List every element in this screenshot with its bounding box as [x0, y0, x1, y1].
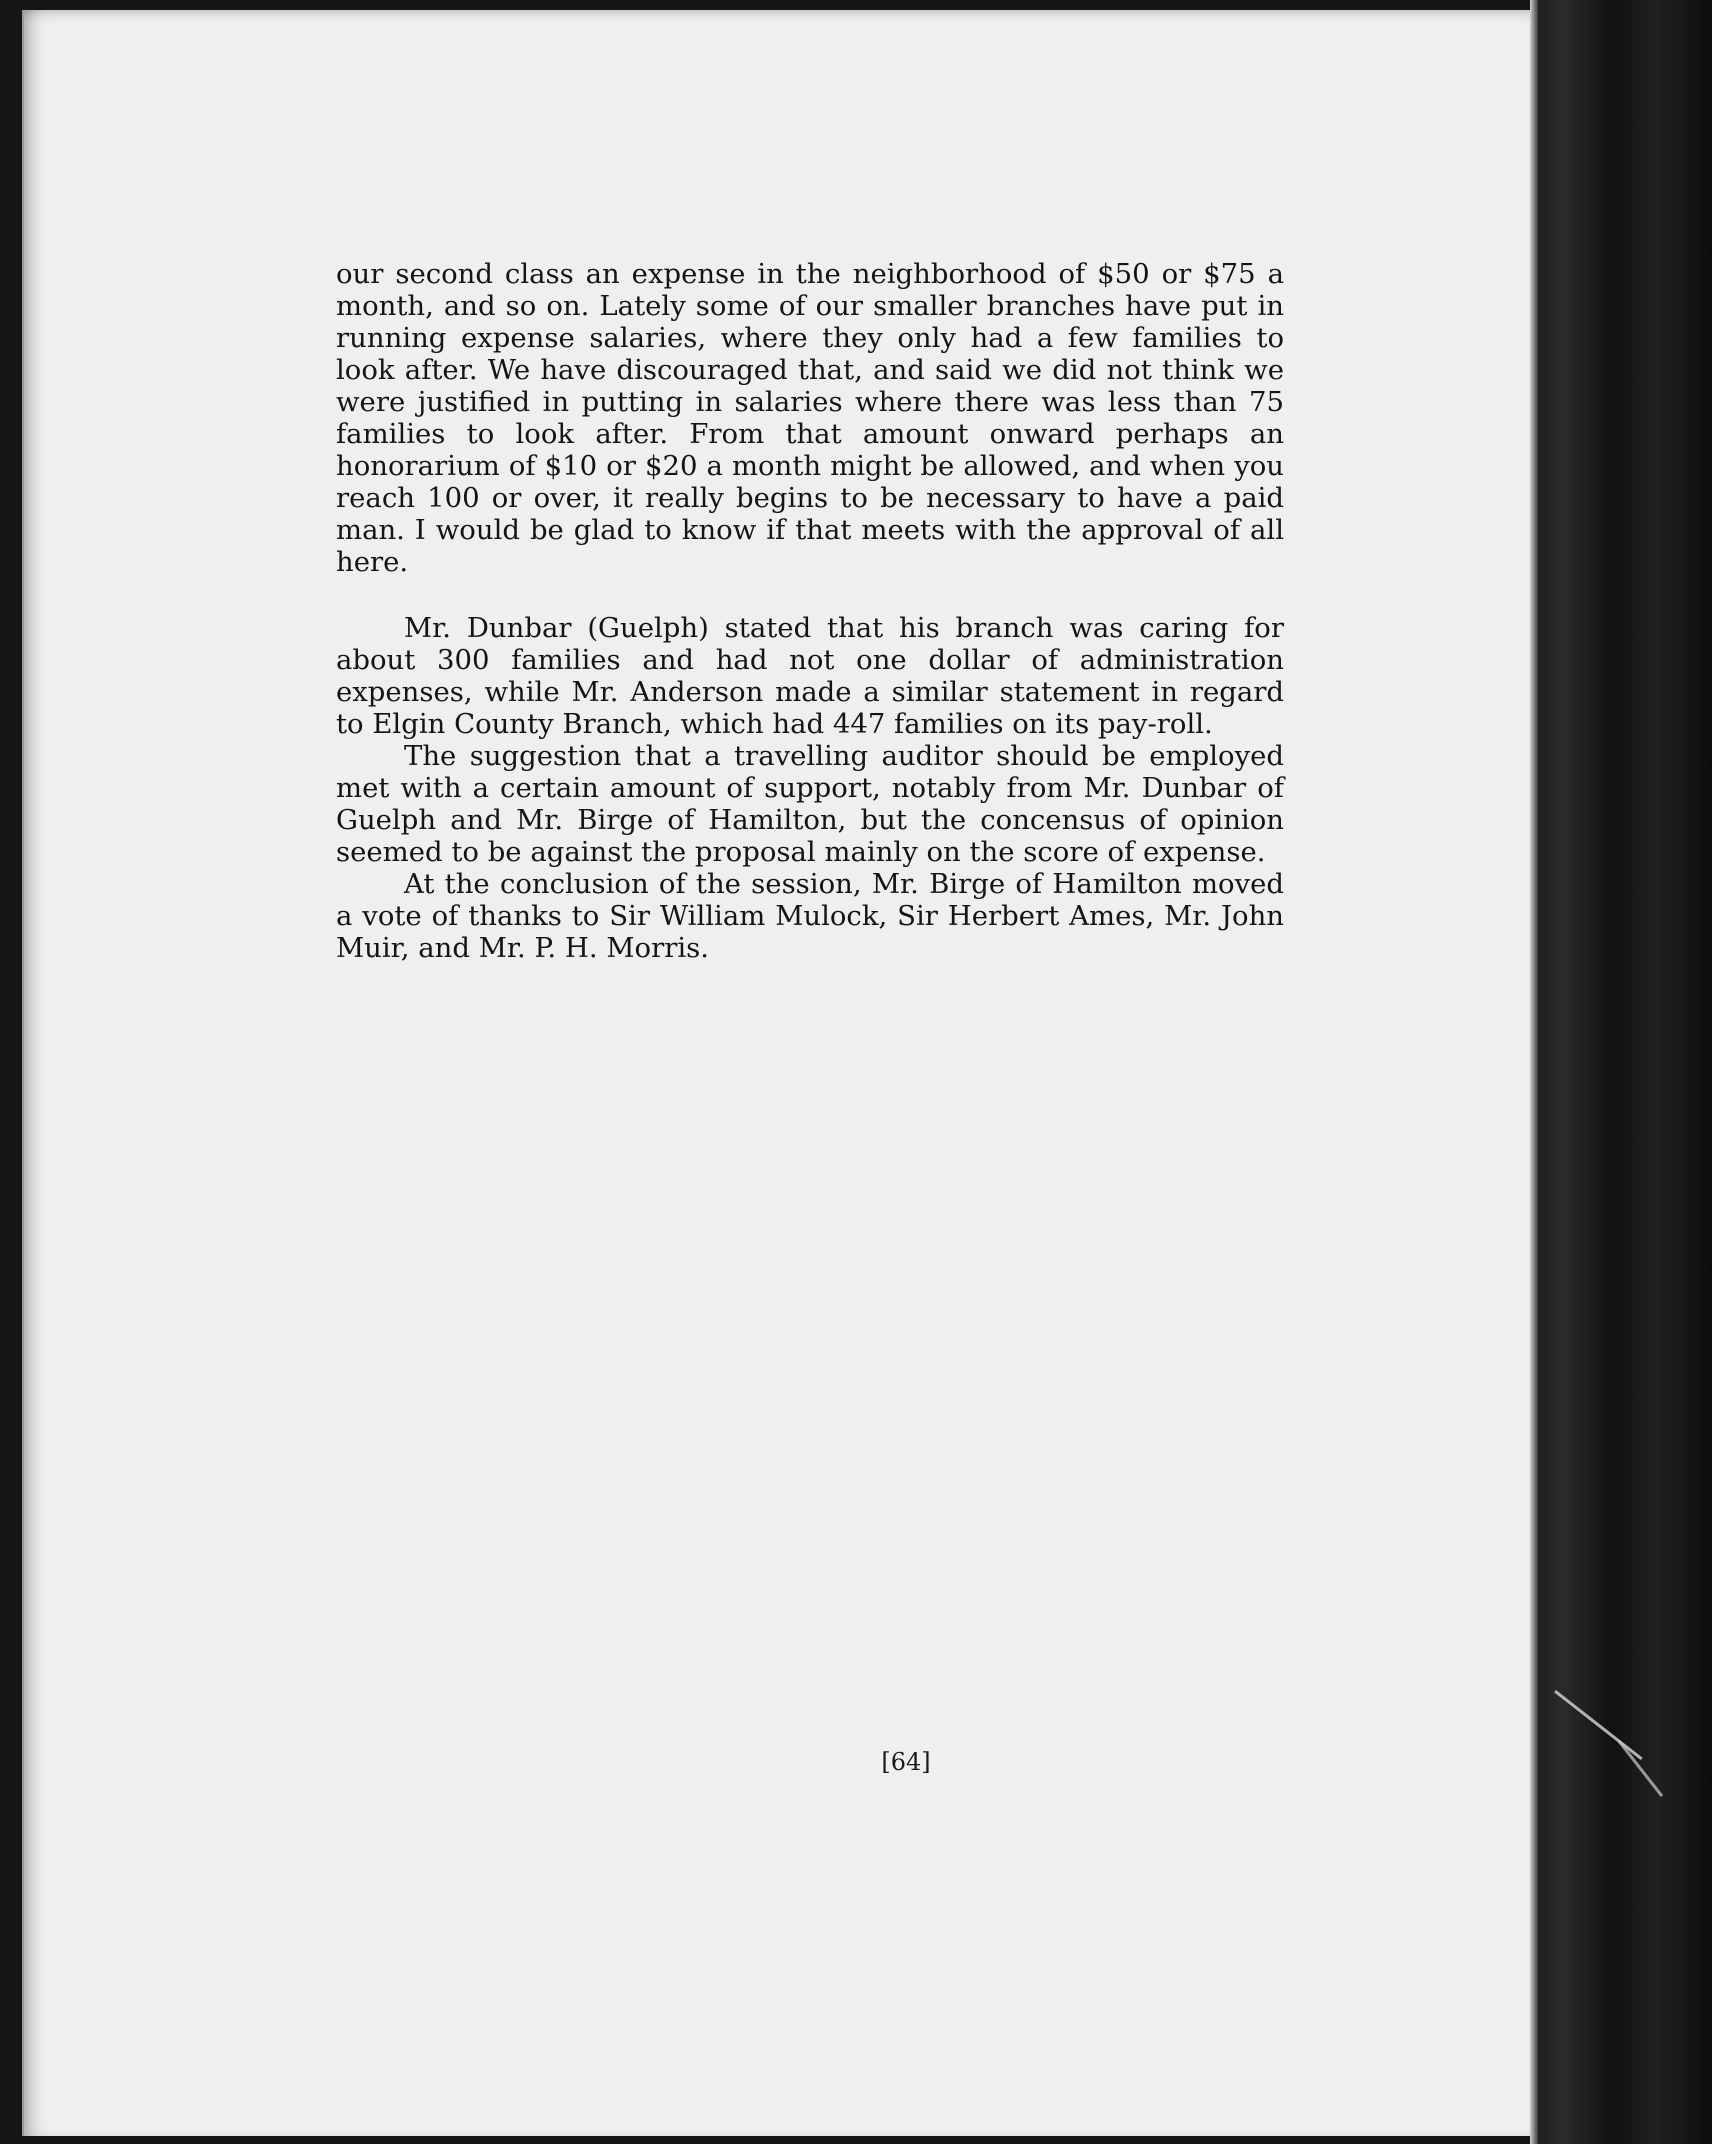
body-text	[336, 258, 1284, 964]
paragraph-2: Mr. Dunbar (Guelph) stated that his branch was caring for about 300 families and had not one dollar of administration expenses, while Mr. Anderson made a similar statement in regard to Elgin County Branch, which had 447 families on its pay-roll.	[336, 612, 1284, 740]
paragraph-4: At the conclusion of the session, Mr. Birge of Hamilton moved a vote of thanks to Sir William Mulock, Sir Herbert Ames, Mr. John Muir, and Mr. P. H. Morris.	[336, 868, 1284, 964]
paragraph-3: The suggestion that a travelling auditor should be employed met with a certain amount of support, notably from Mr. Dunbar of Guelph and Mr. Birge of Hamilton, but the concensus of opinion seemed to be against the proposal mainly on the score of expense.	[336, 740, 1284, 868]
page-number	[0, 1748, 1712, 1776]
paragraph-1: our second class an expense in the neighborhood of $50 or $75 a month, and so on. Lately some of our smaller branches have put in running expense salaries, where they only had a few families to look after. We have discouraged that, and said we did not think we were justified in putting in salaries where there was less than 75 families to look after. From that amount onward perhaps an honorarium of $10 or $20 a month might be allowed, and when you reach 100 or over, it really begins to be necessary to have a paid man. I would be glad to know if that meets with the approval of all here.	[336, 258, 1284, 578]
page-number-label: [64]	[881, 1748, 931, 1776]
page-edge	[1530, 0, 1538, 2144]
